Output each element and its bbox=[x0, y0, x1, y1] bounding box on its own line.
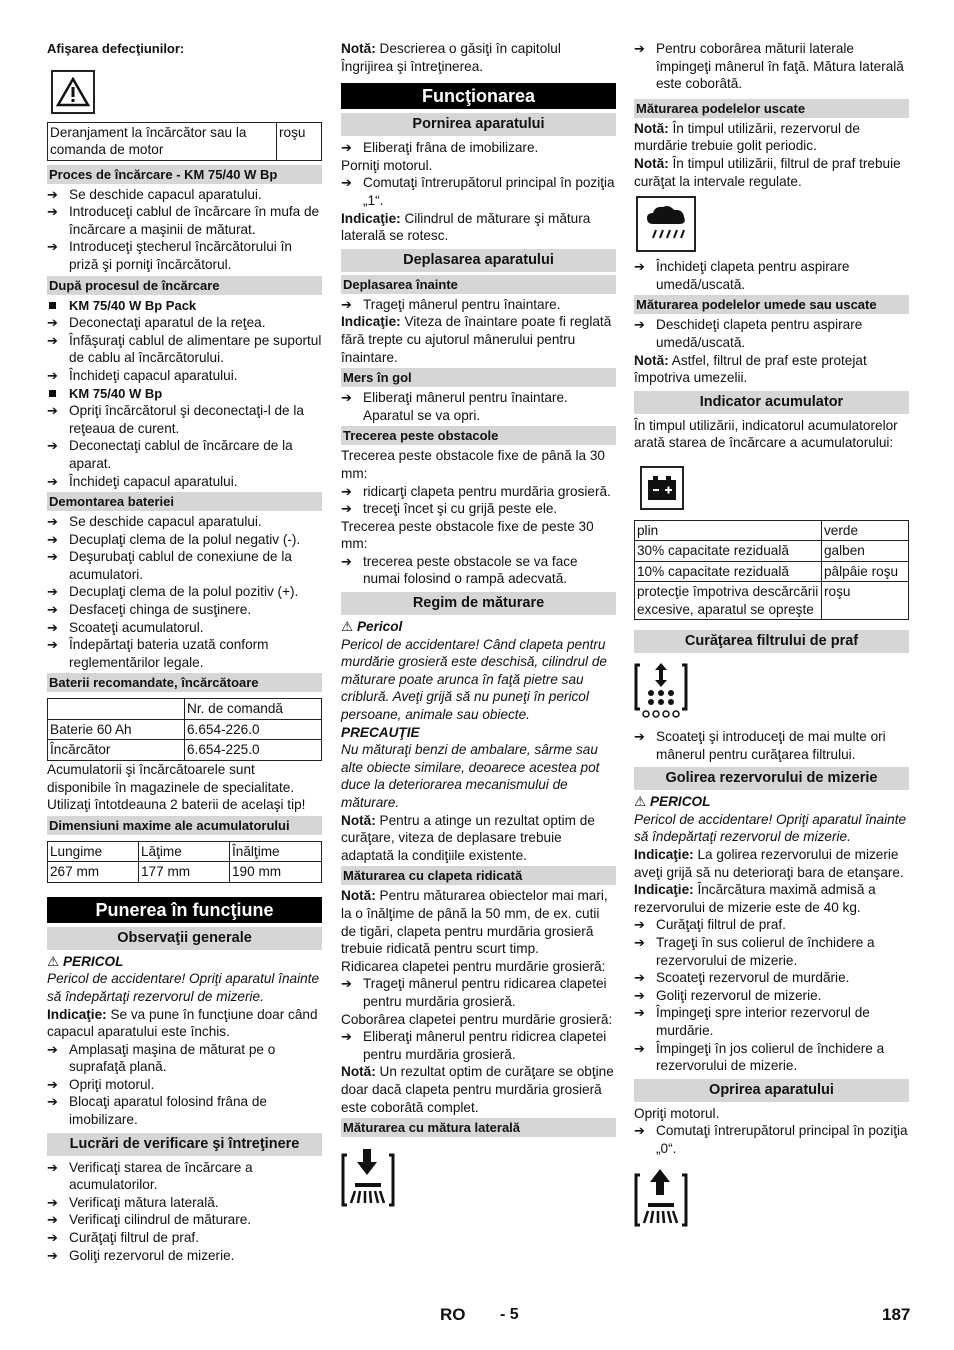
paragraph: Trecerea peste obstacole fixe de peste 30 mm: bbox=[341, 518, 594, 552]
list-item: ➔ trecerea peste obstacole se va face numai folosind o rampă adecvată. bbox=[341, 553, 616, 588]
list-item: ➔ Pentru coborârea măturii laterale împingeţi mânerul în faţă. Mătura laterală este coborâtă. bbox=[634, 40, 909, 93]
note: Notă: Un rezultat optim de curăţare se obţine doar dacă clapeta pentru murdăria grosieră este coborâtă complet. bbox=[341, 1064, 614, 1115]
list-item: ➔ Închideţi capacul aparatului. bbox=[47, 473, 322, 491]
list-item: ➔ Eliberaţi mânerul pentru ridicrea clapetei pentru murdăria grosieră. bbox=[341, 1028, 616, 1063]
caution-text: Nu măturaţi benzi de ambalare, sârme sau alte obiecte similare, deoarece acestea pot duce la deteriorarea mecanismului de măturare. bbox=[341, 742, 600, 810]
forward-heading: Deplasarea înainte bbox=[341, 275, 616, 294]
recommended-batteries-heading: Baterii recomandate, încărcătoare bbox=[47, 673, 322, 692]
side-broom-raise-icon bbox=[634, 1167, 909, 1234]
list-item: ➔ Curăţaţi filtrul de praf. bbox=[634, 916, 909, 934]
danger-text: Pericol de accidentare! Opriţi aparatul înainte să îndepărtaţi rezervorul de mizerie. bbox=[47, 971, 320, 1004]
paragraph: Opriţi motorul. bbox=[634, 1105, 720, 1121]
list-item: ➔ Scoateţi rezervorul de murdărie. bbox=[634, 969, 909, 987]
model-label: KM 75/40 W Bp Pack bbox=[47, 297, 322, 315]
sweeping-mode-heading: Regim de măturare bbox=[341, 592, 616, 615]
column-1 bbox=[47, 40, 322, 1264]
footer-local-page: - 5 bbox=[500, 1306, 519, 1323]
list-item: ➔ Împingeţi spre interior rezervorul de murdărie. bbox=[634, 1004, 909, 1039]
fault-table: Deranjament la încărcător sau la comanda de motor roşu bbox=[47, 122, 322, 161]
list-item: ➔ Eliberaţi frâna de imobilizare. bbox=[341, 139, 616, 157]
list-item: ➔ Goliţi rezervorul de mizerie. bbox=[634, 987, 909, 1005]
list-item: ➔ treceţi încet şi cu grijă peste ele. bbox=[341, 500, 616, 518]
side-broom-heading: Măturarea cu mătura laterală bbox=[341, 1118, 616, 1137]
after-charging-heading: După procesul de încărcare bbox=[47, 276, 322, 295]
note: Notă: În timpul utilizării, rezervorul de murdărie trebuie golit periodic. bbox=[634, 120, 860, 154]
indication: Indicaţie: Încărcătura maximă admisă a rezervorului de mizerie este de 40 kg. bbox=[634, 882, 876, 915]
paragraph: Ridicarea clapetei pentru murdărie grosieră: bbox=[341, 958, 606, 974]
battery-dimensions-heading: Dimensiuni maxime ale acumulatorului bbox=[47, 816, 322, 835]
list-item: ➔ Verificaţi cilindrul de măturare. bbox=[47, 1211, 322, 1229]
commissioning-heading: Punerea în funcţiune bbox=[47, 897, 322, 923]
warning-icon: ⚠ bbox=[341, 619, 357, 635]
stopping-heading: Oprirea aparatului bbox=[634, 1079, 909, 1102]
wet-floors-heading: Măturarea podelelor umede sau uscate bbox=[634, 295, 909, 314]
list-item: ➔ Împingeţi în jos colierul de închidere a rezervorului de mizerie. bbox=[634, 1040, 909, 1075]
note: Notă: Pentru măturarea obiectelor mai mari, la o înălţime de până la 50 mm, de ex. cutii de tigări, clapeta pentru murdăria grosieră trebuie ridicată pentru scurt timp. bbox=[341, 888, 608, 957]
column-3 bbox=[634, 40, 909, 1234]
note: Notă: Descrierea o găsiţi în capitolul Îngrijirea şi întreţinerea. bbox=[341, 41, 561, 74]
list-item: ➔ Închideţi capacul aparatului. bbox=[47, 367, 322, 385]
paragraph: Trecerea peste obstacole fixe de până la 30 mm: bbox=[341, 448, 605, 481]
batteries-note: Acumulatorii şi încărcătoarele sunt disponibile în magazinele de specialitate. bbox=[47, 761, 295, 795]
list-item: ➔ Se deschide capacul aparatului. bbox=[47, 513, 322, 531]
note: Notă: Pentru a atinge un rezultat optim de curăţare, viteza de deplasare trebuie adaptată la condiţiile existente. bbox=[341, 812, 595, 863]
idle-heading: Mers în gol bbox=[341, 368, 616, 387]
paragraph: Coborârea clapetei pentru murdărie grosieră: bbox=[341, 1011, 613, 1027]
obstacles-heading: Trecerea peste obstacole bbox=[341, 426, 616, 445]
list-item: ➔ ridicarţi clapeta pentru murdăria grosieră. bbox=[341, 483, 616, 501]
charging-process-heading: Proces de încărcare - KM 75/40 W Bp bbox=[47, 165, 322, 184]
caution-label: PRECAUŢIE bbox=[341, 724, 420, 740]
list-item: ➔ Comutaţi întrerupătorul principal în poziţia „1“. bbox=[341, 174, 616, 209]
list-item: ➔ Eliberaţi mânerul pentru înaintare. Aparatul se va opri. bbox=[341, 389, 616, 424]
filter-cleaning-heading: Curăţarea filtrului de praf bbox=[634, 630, 909, 653]
list-item: ➔ Curăţaţi filtrul de praf. bbox=[47, 1229, 322, 1247]
danger-text: Pericol de accidentare! Când clapeta pentru murdărie grosieră este deschisă, cilindrul de măturare poate arunca în faţă pietre sau criblură. Aveţi grijă să nu puneţi în pericol persoane, animale sau obiecte. bbox=[341, 636, 607, 723]
warning-triangle-icon bbox=[51, 70, 322, 114]
list-item: ➔ Scoateţi şi introduceţi de mai multe ori mânerul pentru curăţarea filtrului. bbox=[634, 728, 909, 763]
list-item: ➔ Îndepărtaţi bateria uzată conform reglementărilor legale. bbox=[47, 636, 322, 671]
list-item: ➔ Scoateţi acumulatorul. bbox=[47, 619, 322, 637]
indication: Indicaţie: La golirea rezervorului de mizerie aveţi grijă să nu deterioraţi bara de etanşare. bbox=[634, 846, 904, 880]
list-item: ➔ Trageţi în sus colierul de închidere a rezervorului de mizerie. bbox=[634, 934, 909, 969]
battery-indicator-heading: Indicator acumulator bbox=[634, 391, 909, 414]
list-item: ➔ Deşurubaţi cablul de conexiune de la acumulatori. bbox=[47, 548, 322, 583]
note: Notă: În timpul utilizării, filtrul de praf trebuie curăţat la intervale regulate. bbox=[634, 155, 901, 189]
operation-heading: Funcţionarea bbox=[341, 83, 616, 109]
column-2 bbox=[341, 40, 616, 1214]
indication: Indicaţie: Se va pune în funcţiune doar când capacul aparatului este închis. bbox=[47, 1006, 318, 1040]
list-item: ➔ Decuplaţi clema de la polul negativ (-). bbox=[47, 531, 322, 549]
danger-label: ⚠ Pericol bbox=[341, 619, 403, 635]
danger-text: Pericol de accidentare! Opriţi aparatul înainte să îndepărtaţi rezervorul de mizerie. bbox=[634, 811, 907, 845]
list-item: ➔ Deconectaţi aparatul de la reţea. bbox=[47, 314, 322, 332]
side-broom-lower-icon bbox=[341, 1147, 616, 1214]
paragraph: Porniţi motorul. bbox=[341, 157, 433, 173]
dimensions-table: Lungime Lăţime Înălţime 267 mm 177 mm 190 mm bbox=[47, 841, 322, 883]
danger-label: ⚠ PERICOL bbox=[634, 794, 711, 810]
model-label: KM 75/40 W Bp bbox=[47, 385, 322, 403]
battery-icon bbox=[640, 466, 909, 510]
list-item: ➔ Goliţi rezervorul de mizerie. bbox=[47, 1247, 322, 1265]
list-item: ➔ Verificaţi starea de încărcare a acumulatorilor. bbox=[47, 1159, 322, 1194]
list-item: ➔ Deconectaţi cablul de încărcare de la aparat. bbox=[47, 437, 322, 472]
fault-display-heading: Afişarea defecţiunilor: bbox=[47, 41, 185, 56]
list-item: ➔ Se deschide capacul aparatului. bbox=[47, 186, 322, 204]
driving-heading: Deplasarea aparatului bbox=[341, 249, 616, 272]
battery-removal-heading: Demontarea bateriei bbox=[47, 492, 322, 511]
list-item: ➔ Amplasaţi maşina de măturat pe o suprafaţă plană. bbox=[47, 1041, 322, 1076]
flap-raised-heading: Măturarea cu clapeta ridicată bbox=[341, 866, 616, 885]
list-item: ➔ Opriţi motorul. bbox=[47, 1076, 322, 1094]
list-item: ➔ Verificaţi mătura laterală. bbox=[47, 1194, 322, 1212]
list-item: ➔ Comutaţi întrerupătorul principal în poziţia „0“. bbox=[634, 1122, 909, 1157]
start-heading: Pornirea aparatului bbox=[341, 113, 616, 136]
general-notes-heading: Observaţii generale bbox=[47, 927, 322, 950]
maintenance-checks-heading: Lucrări de verificare şi întreţinere bbox=[47, 1133, 322, 1156]
list-item: ➔ Închideţi clapeta pentru aspirare umedă/uscată. bbox=[634, 258, 909, 293]
warning-icon: ⚠ bbox=[634, 794, 650, 810]
batteries-note-2: Utilizaţi întotdeauna 2 baterii de acelaşi tip! bbox=[47, 797, 306, 813]
note: Notă: Astfel, filtrul de praf este protejat împotriva umezelii. bbox=[634, 352, 867, 386]
list-item: ➔ Opriţi încărcătorul şi deconectaţi-l de la reţeaua de curent. bbox=[47, 402, 322, 437]
list-item: ➔ Blocaţi aparatul folosind frâna de imobilizare. bbox=[47, 1093, 322, 1128]
list-item: ➔ Introduceţi ştecherul încărcătorului în priză şi porniţi încărcătorul. bbox=[47, 238, 322, 273]
danger-label: ⚠ PERICOL bbox=[47, 953, 124, 969]
indication: Indicaţie: Viteza de înaintare poate fi reglată fără trepte cu ajutorul mânerului pentru înaintare. bbox=[341, 314, 612, 365]
batteries-table: Nr. de comandă Baterie 60 Ah 6.654-226.0 Încărcător 6.654-225.0 bbox=[47, 698, 322, 761]
list-item: ➔ Înfăşuraţi cablul de alimentare pe suportul de cablu al încărcătorului. bbox=[47, 332, 322, 367]
footer-language: RO bbox=[440, 1305, 466, 1324]
dry-weather-icon bbox=[636, 196, 909, 252]
dry-floors-heading: Măturarea podelelor uscate bbox=[634, 99, 909, 118]
list-item: ➔ Desfaceţi chinga de susţinere. bbox=[47, 601, 322, 619]
indication: Indicaţie: Cilindrul de măturare şi mătura laterală se rotesc. bbox=[341, 210, 591, 244]
list-item: ➔ Introduceţi cablul de încărcare în mufa de încărcare a maşinii de măturat. bbox=[47, 203, 322, 238]
paragraph: În timpul utilizării, indicatorul acumulatorelor arată starea de încărcare a acumulatorului: bbox=[634, 417, 898, 451]
warning-icon: ⚠ bbox=[47, 953, 63, 969]
battery-indicator-table: plin verde 30% capacitate reziduală galben 10% capacitate reziduală pâlpâie roşu protecţie împotriva descărcării excesive, aparatul se opreşte roşu bbox=[634, 520, 909, 621]
list-item: ➔ Trageţi mânerul pentru înaintare. bbox=[341, 296, 616, 314]
list-item: ➔ Decuplaţi clema de la polul pozitiv (+). bbox=[47, 583, 322, 601]
filter-cleaning-icon bbox=[634, 661, 909, 724]
emptying-heading: Golirea rezervorului de mizerie bbox=[634, 767, 909, 790]
list-item: ➔ Trageţi mânerul pentru ridicarea clapetei pentru murdăria grosieră. bbox=[341, 975, 616, 1010]
list-item: ➔ Deschideţi clapeta pentru aspirare umedă/uscată. bbox=[634, 316, 909, 351]
footer-page-number: 187 bbox=[882, 1305, 911, 1324]
